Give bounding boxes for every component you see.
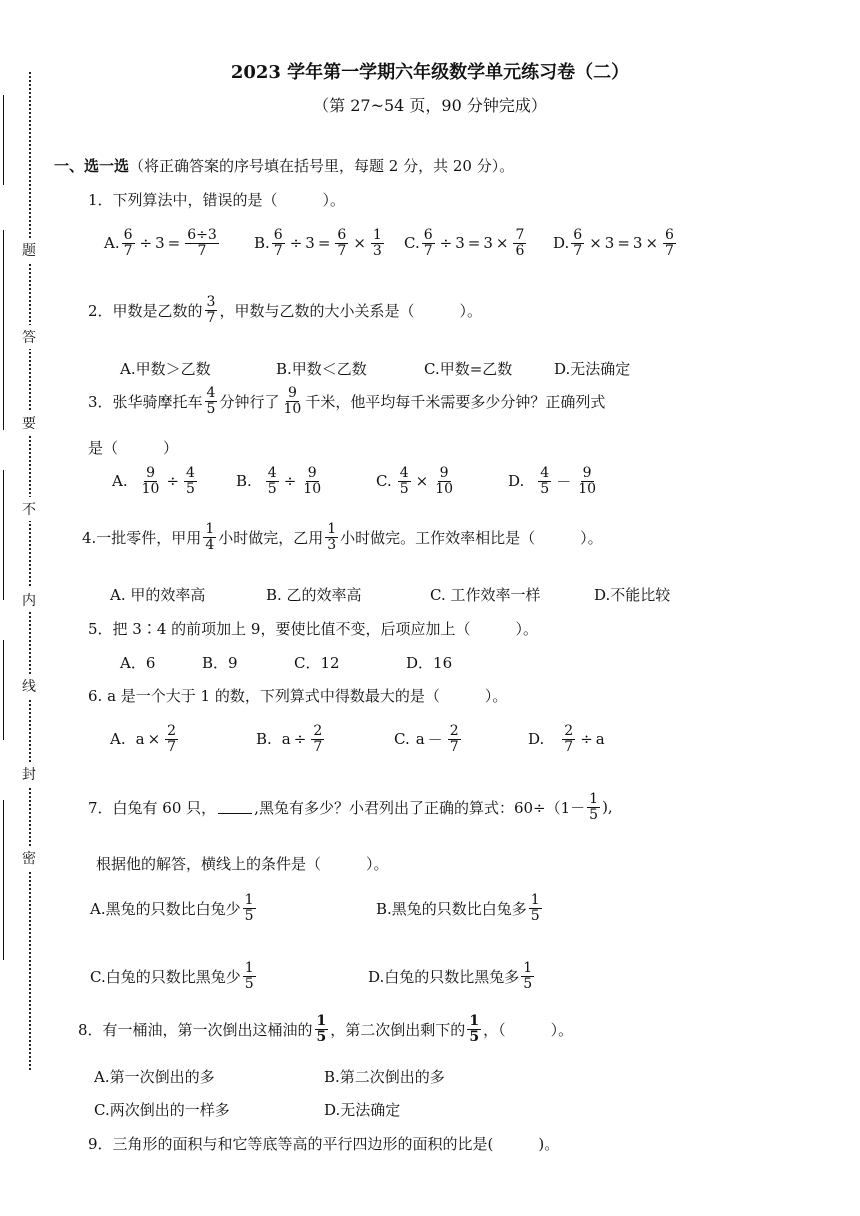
question-5-stem: 5．把 3∶4 的前项加上 9，要使比值不变，后项应加上（ ）。 <box>88 620 538 638</box>
question-5-option-b: B．9 <box>202 654 238 672</box>
seal-char: 封 <box>22 762 36 786</box>
option-label: C. <box>404 234 420 253</box>
fraction: $\frac{2}{7}$ <box>313 723 323 755</box>
question-3-option-c: C. $\frac{4}{5}$ × $\frac{9}{10}$ <box>376 465 454 497</box>
question-6-option-a: A. a × $\frac{2}{7}$ <box>110 723 177 755</box>
option-label: D. <box>508 472 525 491</box>
question-1-option-c: C. $\frac{6}{7}$ ÷ 3 = 3 × $\frac{7}{6}$ <box>404 227 525 259</box>
section-instruction: （将正确答案的序号填在括号里，每题 2 分，共 20 分）。 <box>129 157 515 175</box>
fraction: $\frac{4}{5}$ <box>540 465 550 497</box>
question-2-option-a: A.甲数＞乙数 <box>120 360 211 378</box>
fraction: $\frac{1}{5}$ <box>244 960 254 992</box>
option-label: D. <box>528 730 545 749</box>
seal-char: 内 <box>22 588 36 612</box>
question-8-option-b: B.第二次倒出的多 <box>324 1068 445 1086</box>
option-label: B. <box>256 730 272 749</box>
fraction: $\frac{2}{7}$ <box>167 723 177 755</box>
question-7-option-d: D.白兔的只数比黑兔多 $\frac{1}{5}$ <box>368 960 533 992</box>
fraction: $\frac{1}{5}$ <box>589 791 599 823</box>
seal-char: 题 <box>22 238 36 262</box>
binding-class-line <box>3 230 4 430</box>
question-1-option-b: B. $\frac{6}{7}$ ÷ 3 = $\frac{6}{7}$ × $\frac{1}{3}$ <box>254 227 382 259</box>
fraction: $\frac{6}{7}$ <box>123 227 133 259</box>
fraction: $\frac{9}{10}$ <box>435 465 454 497</box>
fraction: $\frac{2}{7}$ <box>449 723 459 755</box>
question-4-option-c: C. 工作效率一样 <box>430 586 541 604</box>
fraction: $\frac{1}{4}$ <box>205 521 215 553</box>
option-label: C. <box>376 472 392 491</box>
seal-char: 要 <box>22 411 36 435</box>
question-6-option-c: C. a － $\frac{2}{7}$ <box>394 723 459 755</box>
option-label: B. <box>236 472 252 491</box>
fraction: $\frac{4}{5}$ <box>186 465 195 497</box>
question-2-option-c: C.甲数=乙数 <box>424 360 513 378</box>
question-5-option-a: A．6 <box>120 654 156 672</box>
question-5-option-d: D．16 <box>406 654 453 672</box>
question-6-option-b: B. a ÷ $\frac{2}{7}$ <box>256 723 323 755</box>
question-2-option-d: D.无法确定 <box>554 360 631 378</box>
option-label: D. <box>553 234 570 253</box>
question-8-option-c: C.两次倒出的一样多 <box>94 1101 230 1119</box>
fraction: $\frac{1}{5}$ <box>523 960 533 992</box>
fraction: $\frac{9}{10}$ <box>578 465 597 497</box>
seal-char: 不 <box>22 497 36 521</box>
question-7-option-b: B.黑兔的只数比白兔多 $\frac{1}{5}$ <box>376 892 540 924</box>
binding-dotted-line <box>29 72 31 1070</box>
fraction: $\frac{3}{7}$ <box>206 294 216 326</box>
question-3-option-b: B. $\frac{4}{5}$ ÷ $\frac{9}{10}$ <box>236 465 322 497</box>
seal-char: 密 <box>22 846 36 870</box>
fraction: $\frac{6}{7}$ <box>665 227 674 259</box>
question-8-option-a: A.第一次倒出的多 <box>94 1068 215 1086</box>
binding-id-line <box>3 470 4 600</box>
question-1-option-d: D. $\frac{6}{7}$ × 3 = 3 × $\frac{6}{7}$ <box>553 227 674 259</box>
option-label: A. <box>110 730 126 749</box>
question-7-option-c: C.白兔的只数比黑兔少 $\frac{1}{5}$ <box>90 960 254 992</box>
fraction: $\frac{6}{7}$ <box>273 227 283 259</box>
question-1-stem: 1．下列算法中，错误的是（ ）。 <box>88 191 346 209</box>
question-8-stem: 8．有一桶油，第一次倒出这桶油的 $\frac{1}{5}$ ，第二次倒出剩下的 $\frac{1}{5}$ ，（ ）。 <box>78 1013 574 1045</box>
question-1-option-a: A. $\frac{6}{7}$ ÷ 3 = $\frac{6\div 3}{7}$ <box>104 227 217 259</box>
fraction: $\frac{1}{5}$ <box>316 1013 327 1045</box>
fraction: $\frac{7}{6}$ <box>515 227 525 259</box>
fraction: $\frac{6}{7}$ <box>337 227 347 259</box>
fraction: $\frac{1}{5}$ <box>244 892 254 924</box>
question-6-option-d: D. $\frac{2}{7}$ ÷ a <box>528 723 605 755</box>
question-3-option-a: A. $\frac{9}{10}$ ÷ $\frac{4}{5}$ <box>112 465 195 497</box>
question-9-stem: 9．三角形的面积与和它等底等高的平行四边形的面积的比是( )。 <box>88 1135 560 1153</box>
question-7-stem: 7．白兔有 60 只， ,黑兔有多少？小君列出了正确的算式：60÷（1－ $\frac{1}{5}$ ), <box>88 791 613 823</box>
question-5-option-c: C．12 <box>294 654 340 672</box>
fraction: $\frac{1}{5}$ <box>530 892 540 924</box>
question-8-option-d: D.无法确定 <box>324 1101 401 1119</box>
question-2-option-b: B.甲数＜乙数 <box>276 360 367 378</box>
section-title: 一、选一选 <box>54 157 130 175</box>
binding-school-line <box>3 800 4 960</box>
fraction: $\frac{1}{3}$ <box>327 521 337 553</box>
answer-blank-underline <box>218 801 252 814</box>
question-4-option-b: B. 乙的效率高 <box>266 586 362 604</box>
question-7-option-a: A.黑兔的只数比白兔少 $\frac{1}{5}$ <box>90 892 254 924</box>
fraction: $\frac{4}{5}$ <box>206 385 216 417</box>
question-2-stem: 2．甲数是乙数的 $\frac{3}{7}$ ，甲数与乙数的大小关系是（ ）。 <box>88 294 482 326</box>
fraction: $\frac{9}{10}$ <box>283 385 302 417</box>
section-heading <box>54 155 514 176</box>
option-label: B. <box>254 234 270 253</box>
question-6-stem: 6. a 是一个大于 1 的数，下列算式中得数最大的是（ ）。 <box>88 687 508 705</box>
fraction: $\frac{9}{10}$ <box>303 465 322 497</box>
option-label: C. <box>394 730 410 749</box>
fraction: $\frac{6\div 3}{7}$ <box>187 227 217 259</box>
fraction: $\frac{1}{5}$ <box>469 1013 480 1045</box>
question-3-option-d: D. $\frac{4}{5}$ － $\frac{9}{10}$ <box>508 465 597 497</box>
fraction: $\frac{2}{7}$ <box>564 723 574 755</box>
question-4-option-d: D.不能比较 <box>594 586 671 604</box>
seal-char: 答 <box>22 325 36 349</box>
fraction: $\frac{1}{3}$ <box>372 227 382 259</box>
question-4-stem: 4.一批零件，甲用 $\frac{1}{4}$ 小时做完，乙用 $\frac{1}{3}$ 小时做完。工作效率相比是（ ）。 <box>82 521 603 553</box>
seal-char: 线 <box>22 674 36 698</box>
question-4-option-a: A. 甲的效率高 <box>110 586 206 604</box>
option-label: A. <box>112 472 128 491</box>
page-subtitle: （第 27~54 页，90 分钟完成） <box>313 96 547 115</box>
question-3-stem-line2: 是（ ） <box>88 439 179 457</box>
binding-grade-line <box>3 640 4 740</box>
page-title: 2023 学年第一学期六年级数学单元练习卷（二） <box>230 62 630 83</box>
fraction: $\frac{4}{5}$ <box>267 465 277 497</box>
fraction: $\frac{4}{5}$ <box>399 465 409 497</box>
fraction: $\frac{9}{10}$ <box>141 465 160 497</box>
option-label: A. <box>104 234 120 253</box>
question-3-stem: 3．张华骑摩托车 $\frac{4}{5}$ 分钟行了 $\frac{9}{10}$ 千米，他平均每千米需要多少分钟？正确列式 <box>88 385 606 417</box>
question-7-stem-line2: 根据他的解答，横线上的条件是（ ）。 <box>96 855 389 873</box>
fraction: $\frac{6}{7}$ <box>573 227 583 259</box>
fraction: $\frac{6}{7}$ <box>423 227 433 259</box>
